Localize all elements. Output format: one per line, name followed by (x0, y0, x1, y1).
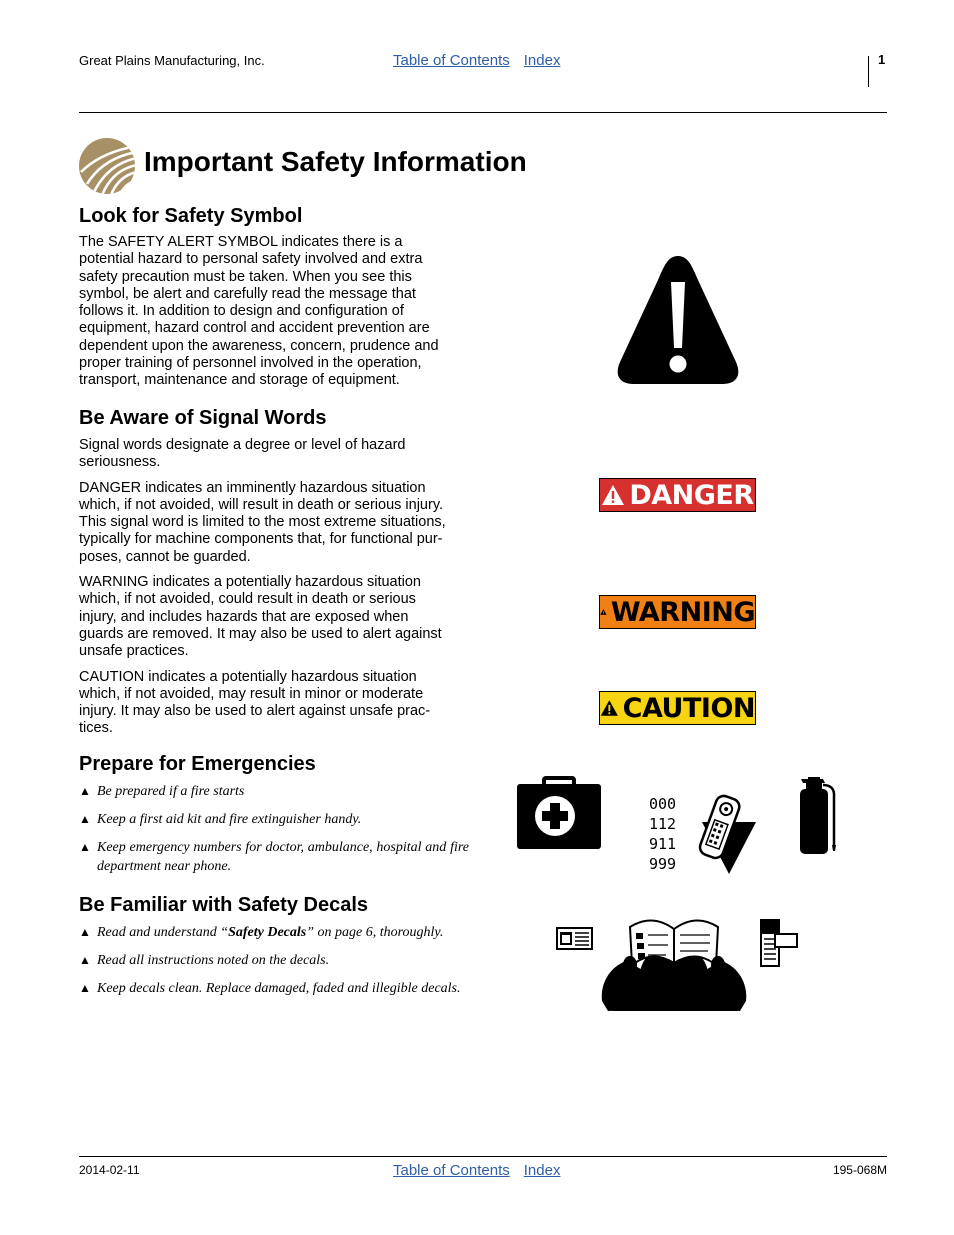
index-link[interactable]: Index (523, 52, 561, 69)
emergency-numbers: 000 112 911 999 (649, 795, 677, 873)
footer-nav (393, 1162, 574, 1179)
section-heading: Be Familiar with Safety Decals (79, 894, 369, 916)
list-item: ▲ Keep decals clean. Replace damaged, faded and illegible decals. (79, 981, 461, 996)
read-decals-illustration-icon (556, 913, 802, 1013)
page-number: 1 (878, 52, 886, 67)
alert-triangle-icon (600, 601, 607, 623)
section-signal-words (79, 407, 469, 738)
toc-link[interactable]: Table of Contents (393, 52, 510, 69)
alert-triangle-icon (600, 697, 619, 719)
great-plains-logo-icon (79, 138, 135, 194)
list-item: ▲ Read and understand “Safety Decals” on page 6, thoroughly. (79, 925, 444, 940)
list-item: ▲ Read all instructions noted on the decals. (79, 953, 330, 968)
caution-label: CAUTION (599, 691, 756, 725)
decals-list (79, 923, 469, 998)
caution-description: CAUTION indicates a potentially hazardous situation which, if not avoided, may result in minor or moderate injury. It may also be used to alert against unsafe prac- tices. (79, 668, 431, 737)
header-company: Great Plains Manufacturing, Inc. (79, 53, 265, 68)
section-decals (79, 894, 469, 1007)
footer-rule (79, 1156, 887, 1157)
warning-description: WARNING indicates a potentially hazardous situation which, if not avoided, could result in death or serious injury, and includes hazards that are exposed when guards are removed. It may also be used to alert against unsafe practices. (79, 574, 442, 660)
phone-icon (692, 792, 758, 874)
list-item: ▲ Be prepared if a fire starts (79, 784, 245, 799)
section-emergencies (79, 753, 469, 885)
safety-alert-symbol-icon (614, 252, 742, 388)
section-heading: Look for Safety Symbol (79, 205, 303, 227)
header-nav (393, 52, 574, 69)
danger-description: DANGER indicates an imminently hazardous situation which, if not avoided, will result in death or serious injury. This signal word is limited to the most extreme situations, typically for machine components that, for functional pur- poses, cannot be guarded. (79, 479, 446, 565)
first-aid-kit-icon (516, 776, 602, 850)
warning-label: WARNING (599, 595, 756, 629)
alert-triangle-icon (601, 484, 625, 506)
list-item: ▲ Keep emergency numbers for doctor, ambulance, hospital and fire department near phone. (79, 840, 469, 874)
header-rule (79, 112, 887, 113)
emergencies-list (79, 782, 469, 876)
fire-extinguisher-icon (797, 775, 841, 857)
footer-doc-number: 195-068M (832, 1163, 887, 1177)
danger-label: DANGER (599, 478, 756, 512)
toc-link[interactable]: Table of Contents (393, 1162, 510, 1179)
safety-symbol-text: The SAFETY ALERT SYMBOL indicates there is a potential hazard to personal safety involved and extra safety precaution must be taken. When you see this symbol, be alert and carefully read the message that follows it. In addition to design and configuration of equipment, hazard control and accident prevention are dependent upon the awareness, concern, prudence and proper training of personnel involved in the operation, transport, maintenance and storage of equipment. (79, 234, 439, 389)
signal-words-intro: Signal words designate a degree or level of hazard seriousness. (79, 437, 406, 471)
section-safety-symbol (79, 205, 469, 390)
footer-date: 2014-02-11 (79, 1163, 140, 1177)
page-title: Important Safety Information (144, 146, 527, 177)
list-item: ▲ Keep a first aid kit and fire extinguisher handy. (79, 812, 362, 827)
header-divider (868, 56, 869, 87)
section-heading: Be Aware of Signal Words (79, 407, 327, 429)
section-heading: Prepare for Emergencies (79, 753, 316, 775)
index-link[interactable]: Index (523, 1162, 561, 1179)
